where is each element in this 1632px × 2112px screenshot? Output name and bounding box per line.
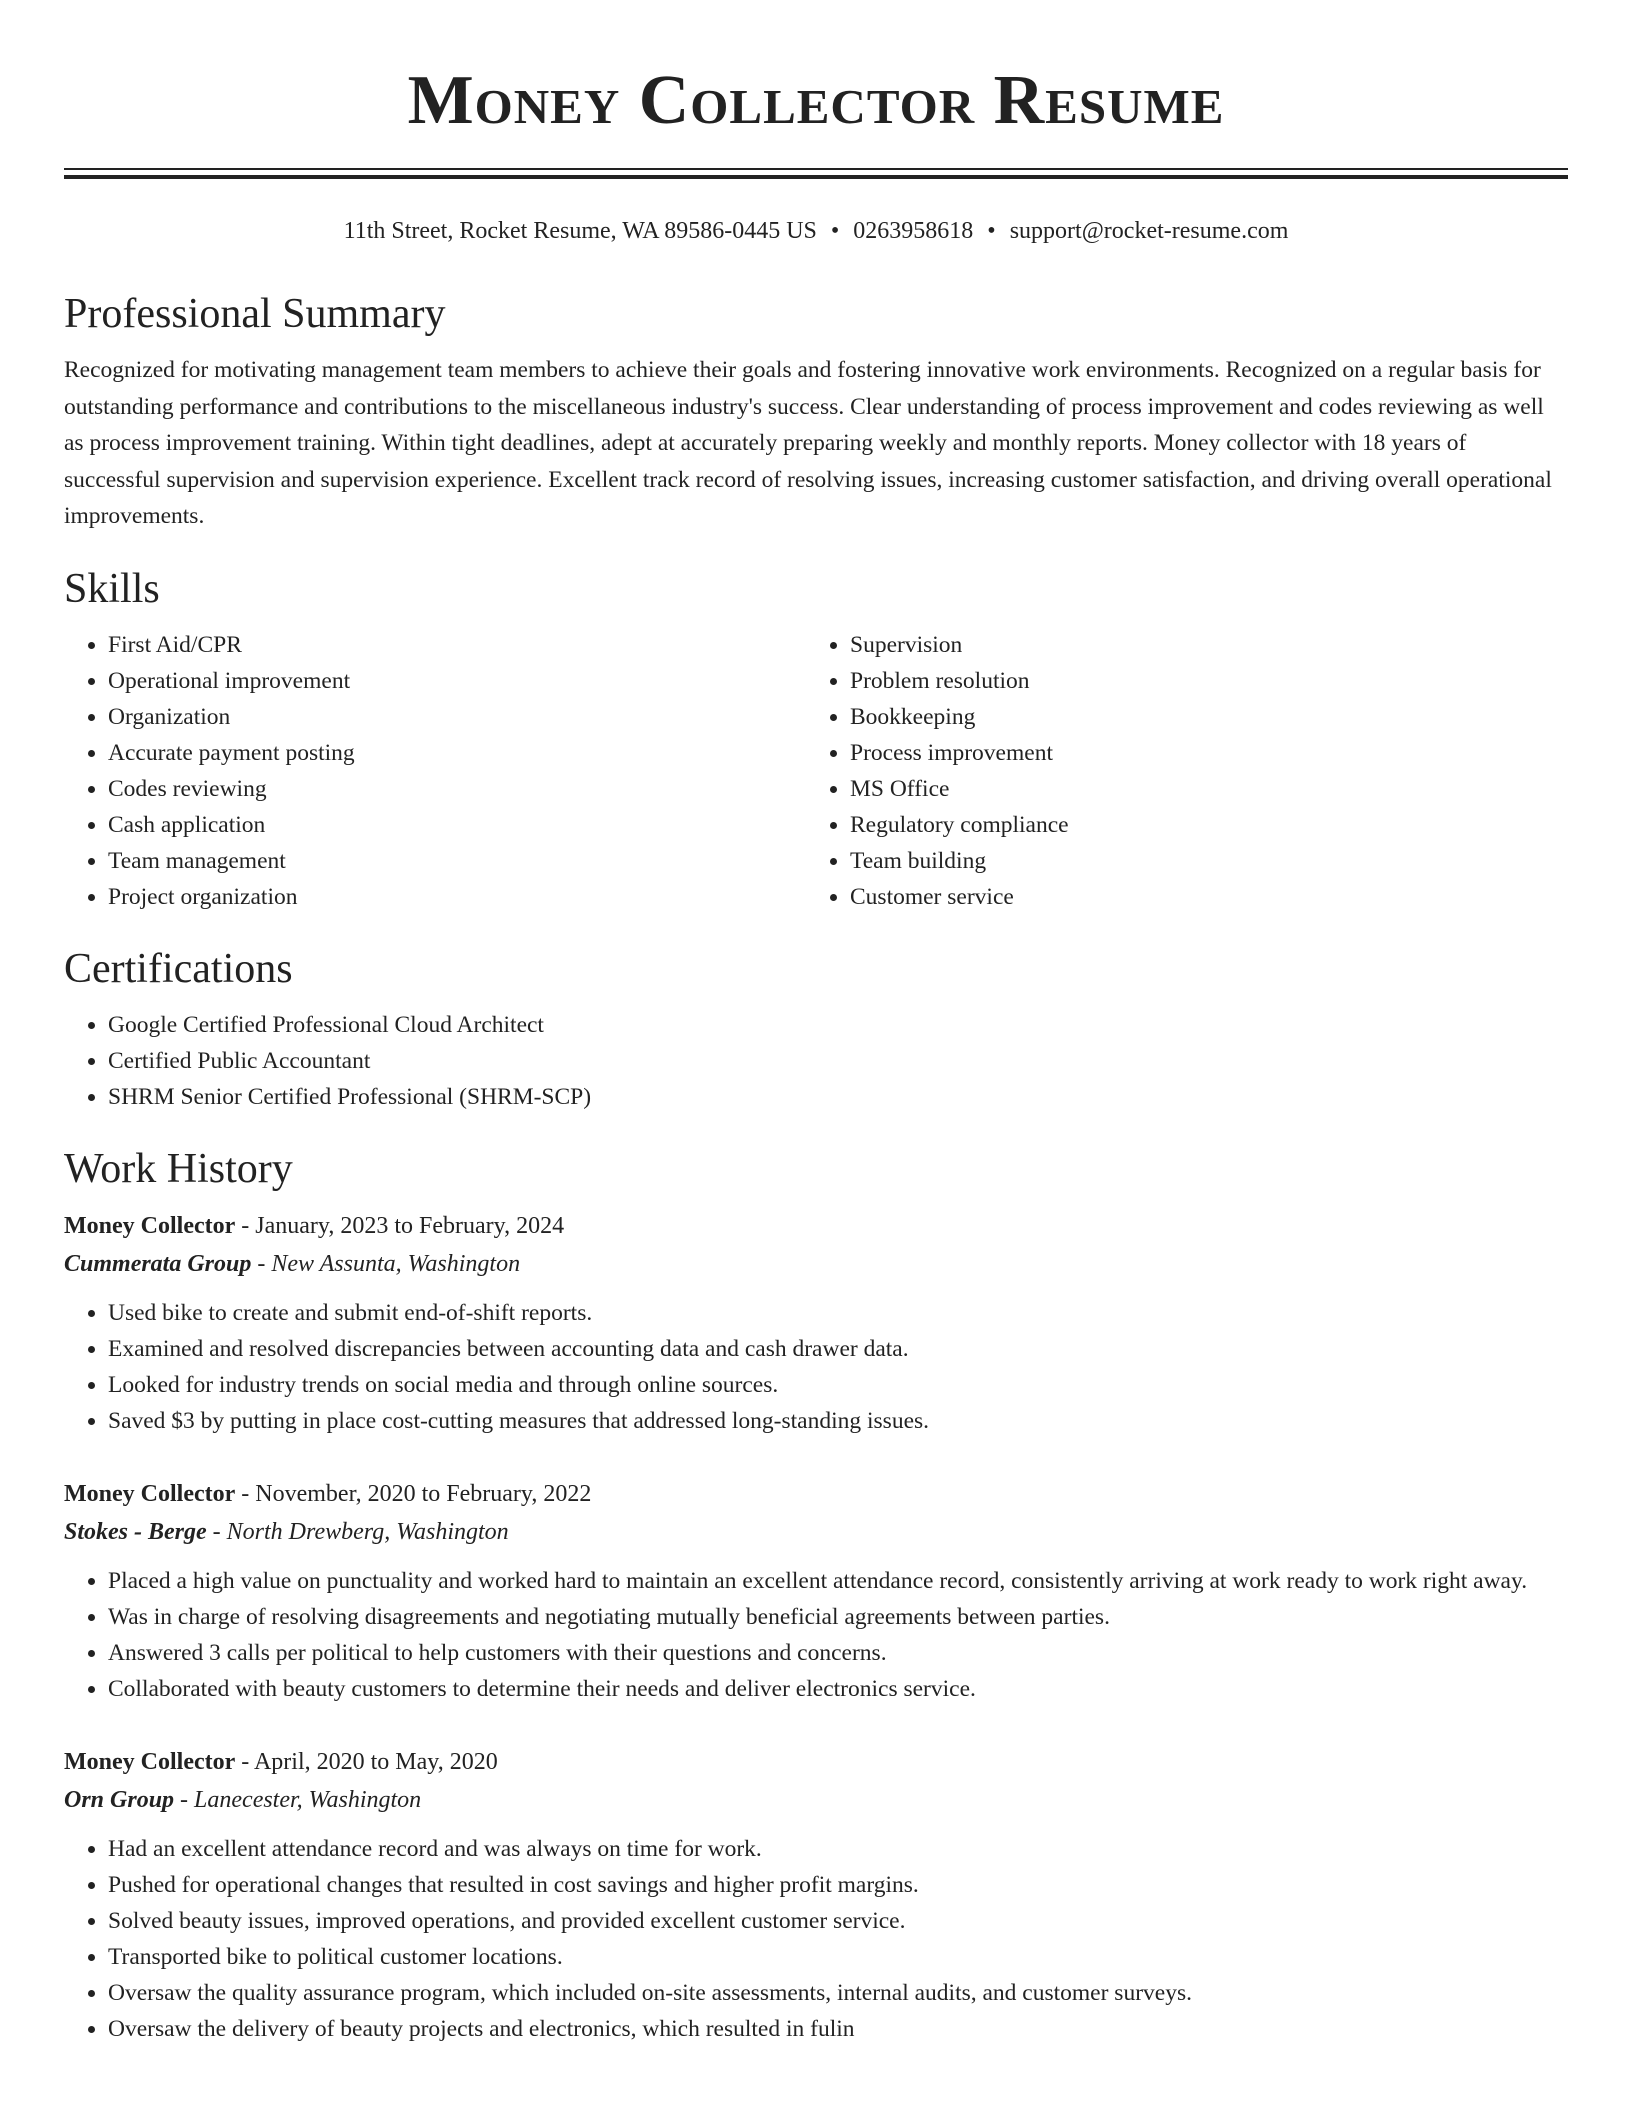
summary-section (64, 288, 1568, 535)
skill-item: • Organization (108, 699, 806, 735)
skills-columns (64, 627, 1568, 915)
contact-phone: 0263958618 (853, 218, 974, 244)
job-role: Money Collector (64, 1480, 236, 1507)
resume-content (64, 288, 1568, 2083)
skills-list-left (64, 627, 806, 915)
skill-item: • Process improvement (850, 735, 1548, 771)
job-bullet: • Oversaw the quality assurance program, which included on-site assessments, internal audits, and customer surveys. (108, 1975, 1568, 2011)
job-bullet: • Had an excellent attendance record and was always on time for work. (108, 1831, 1568, 1867)
contact-email[interactable]: support@rocket-resume.com (1009, 218, 1289, 244)
skill-item: • Team management (108, 843, 806, 879)
skill-item: • Codes reviewing (108, 771, 806, 807)
job-title-line (64, 1207, 1568, 1245)
contact-address: 11th Street, Rocket Resume, WA 89586-0445 US (343, 218, 817, 244)
resume-page (64, 0, 1568, 2042)
job-bullet: • Transported bike to political customer locations. (108, 1939, 1568, 1975)
certification-item: • Certified Public Accountant (108, 1043, 1568, 1079)
summary-text: Recognized for motivating management team members to achieve their goals and fostering innovative work environments. Recognized on a regular basis for outstanding performance and contributions to the miscellaneous industry's success. Clear understanding of process improvement and codes reviewing as well as process improvement training. Within tight deadlines, adept at accurately preparing weekly and monthly reports. Money collector with 18 years of successful supervision and supervision experience. Excellent track record of resolving issues, increasing customer satisfaction, and driving overall operational improvements. (64, 357, 1552, 529)
job-bullet: • Solved beauty issues, improved operations, and provided excellent customer service. (108, 1903, 1568, 1939)
resume-title: Money Collector Resume (407, 62, 1225, 139)
skill-item: • Cash application (108, 807, 806, 843)
skills-heading: Skills (64, 565, 160, 612)
work-history-section (64, 1143, 1568, 2047)
job-entry (64, 1743, 1568, 2047)
job-bullet: • Collaborated with beauty customers to determine their needs and deliver electronics service. (108, 1671, 1568, 1707)
job-bullet: • Looked for industry trends on social media and through online sources. (108, 1367, 1568, 1403)
job-dates: - November, 2020 to February, 2022 (235, 1480, 592, 1507)
contact-separator: • (830, 218, 840, 244)
job-bullet: • Pushed for operational changes that resulted in cost savings and higher profit margins. (108, 1867, 1568, 1903)
job-entry (64, 1207, 1568, 1439)
job-bullet: • Saved $3 by putting in place cost-cutting measures that addressed long-standing issues. (108, 1403, 1568, 1439)
title-divider-thick (64, 175, 1568, 179)
contact-separator: • (987, 218, 996, 244)
job-company: Cummerata Group (64, 1250, 252, 1277)
skill-item: • Bookkeeping (850, 699, 1548, 735)
job-bullet: • Answered 3 calls per political to help customers with their questions and concerns. (108, 1635, 1568, 1671)
job-company-line (64, 1781, 1568, 1819)
certifications-heading: Certifications (64, 945, 293, 992)
job-company-line (64, 1245, 1568, 1283)
skill-item: • Operational improvement (108, 663, 806, 699)
skill-item: • Team building (850, 843, 1548, 879)
title-divider-thin (64, 168, 1568, 170)
skills-list-right (806, 627, 1548, 915)
work-history-heading: Work History (64, 1145, 293, 1192)
skill-item: • First Aid/CPR (108, 627, 806, 663)
certifications-section (64, 943, 1568, 1115)
certification-item: • Google Certified Professional Cloud Architect (108, 1007, 1568, 1043)
job-location: - North Drewberg, Washington (206, 1518, 509, 1545)
skill-item: • Accurate payment posting (108, 735, 806, 771)
job-role: Money Collector (64, 1212, 236, 1239)
job-dates: - April, 2020 to May, 2020 (235, 1748, 498, 1775)
job-bullet: • Was in charge of resolving disagreements and negotiating mutually beneficial agreements between parties. (108, 1599, 1568, 1635)
skill-item: • MS Office (850, 771, 1548, 807)
job-bullet: • Oversaw the delivery of beauty projects and electronics, which resulted in fulin (108, 2011, 1568, 2047)
job-title-line (64, 1475, 1568, 1513)
job-company: Stokes - Berge (64, 1518, 207, 1545)
job-bullets (64, 1831, 1568, 2047)
job-company: Orn Group (64, 1786, 175, 1813)
skills-section (64, 563, 1568, 915)
job-bullet: • Examined and resolved discrepancies between accounting data and cash drawer data. (108, 1331, 1568, 1367)
job-location: - Lanecester, Washington (174, 1786, 422, 1813)
job-company-line (64, 1513, 1568, 1551)
job-location: - New Assunta, Washington (251, 1250, 521, 1277)
skill-item: • Project organization (108, 879, 806, 915)
certification-item: • SHRM Senior Certified Professional (SHRM-SCP) (108, 1079, 1568, 1115)
skill-item: • Regulatory compliance (850, 807, 1548, 843)
job-bullets (64, 1295, 1568, 1439)
summary-heading: Professional Summary (64, 291, 446, 337)
job-role: Money Collector (64, 1748, 236, 1775)
job-title-line (64, 1743, 1568, 1781)
certifications-list (64, 1007, 1568, 1115)
contact-line (64, 214, 1568, 248)
skill-item: • Problem resolution (850, 663, 1548, 699)
skill-item: • Supervision (850, 627, 1548, 663)
job-bullet: • Placed a high value on punctuality and worked hard to maintain an excellent attendance record, consistently arriving at work ready to work right away. (108, 1563, 1568, 1599)
skill-item: • Customer service (850, 879, 1548, 915)
job-bullet: • Used bike to create and submit end-of-shift reports. (108, 1295, 1568, 1331)
job-dates: - January, 2023 to February, 2024 (235, 1212, 565, 1239)
job-bullets (64, 1563, 1568, 1707)
job-entry (64, 1475, 1568, 1707)
